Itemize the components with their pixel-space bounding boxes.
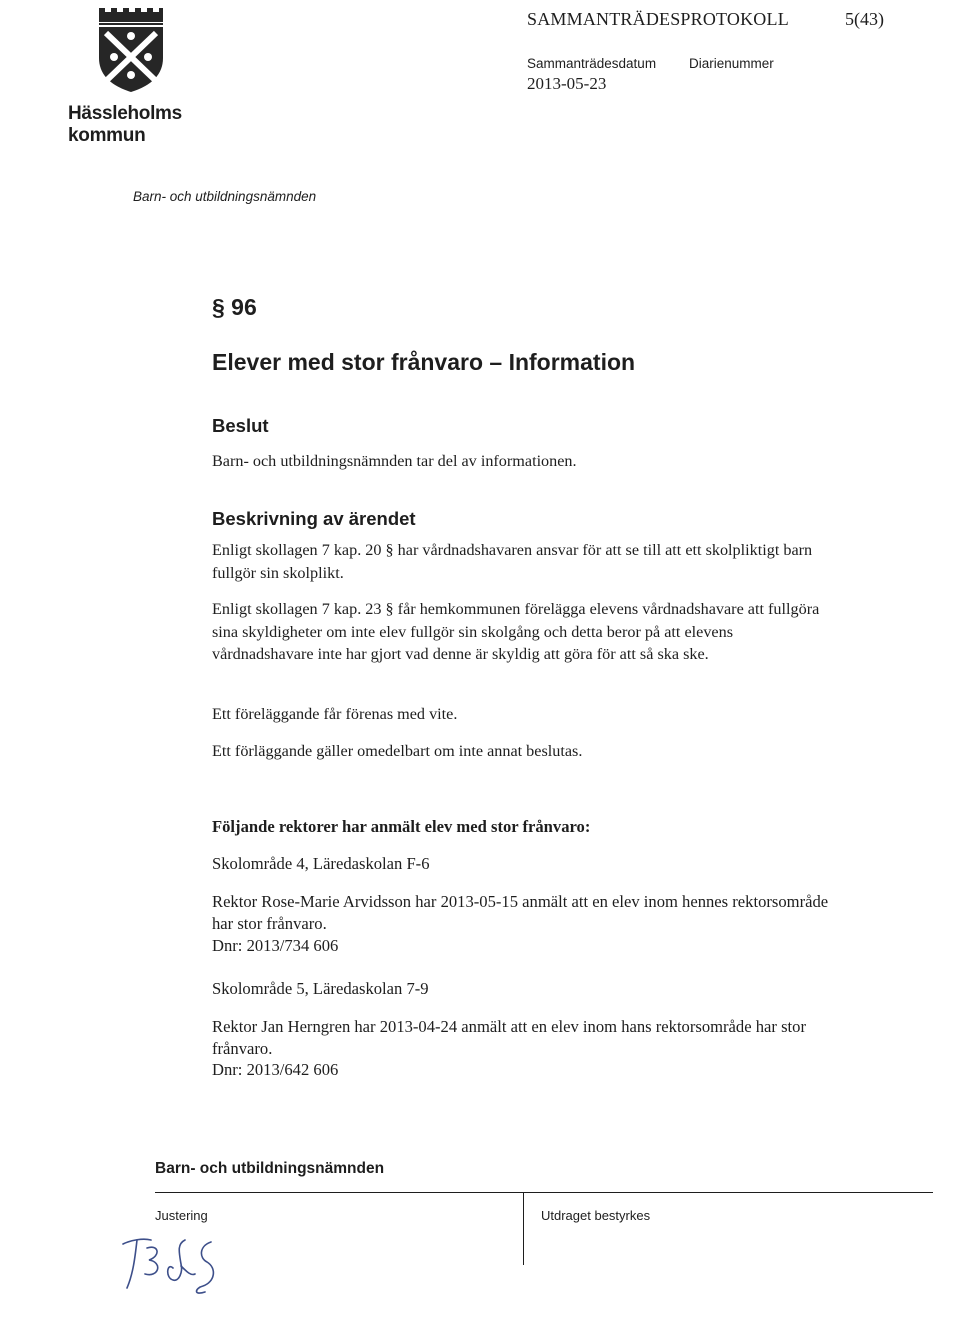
paragraph-number: § 96	[212, 294, 257, 320]
coat-of-arms-logo	[96, 6, 166, 94]
meeting-date-value: 2013-05-23	[527, 74, 607, 93]
report-text: Rektor Rose-Marie Arvidsson har 2013-05-15 anmält att en elev inom hennes rektorsområde har stor frånvaro.	[212, 892, 829, 933]
report-dnr: Dnr: 2013/734 606	[212, 936, 339, 955]
beskrivning-paragraph: Ett föreläggande får förenas med vite.	[212, 705, 458, 723]
footer-column-divider	[523, 1192, 524, 1265]
school-area: Skolområde 4, Läredaskolan F-6	[212, 854, 430, 873]
utdrag-label: Utdraget bestyrkes	[541, 1208, 651, 1223]
beskrivning-paragraph: Enligt skollagen 7 kap. 23 § får hemkommunen förelägga elevens vårdnadshavare att fullgöra sina skyldigheter om inte elev fullgör sin skolgång och detta beror på att elevens vårdnadshavare inte har gjort vad denne är skyldig att göra för att så ska ske.	[212, 600, 820, 663]
report-dnr: Dnr: 2013/642 606	[212, 1060, 339, 1079]
signature-initials	[115, 1228, 235, 1300]
footer-divider	[155, 1192, 933, 1193]
beskrivning-heading: Beskrivning av ärendet	[212, 508, 416, 529]
beskrivning-paragraph: Ett förläggande gäller omedelbart om inte annat beslutas.	[212, 742, 583, 760]
committee-name-header: Barn- och utbildningsnämnden	[133, 189, 317, 204]
justering-label: Justering	[155, 1208, 208, 1223]
meeting-date-label: Sammanträdesdatum	[527, 56, 657, 71]
item-title: Elever med stor frånvaro – Information	[212, 349, 636, 375]
beslut-heading: Beslut	[212, 415, 269, 436]
beskrivning-paragraph: Enligt skollagen 7 kap. 20 § har vårdnadshavaren ansvar för att se till att ett skolpliktigt barn fullgör sin skolplikt.	[212, 541, 813, 582]
beslut-text: Barn- och utbildningsnämnden tar del av informationen.	[212, 452, 577, 470]
org-name-line2: kommun	[68, 125, 146, 146]
org-name-line1: Hässleholms	[68, 103, 182, 124]
school-area: Skolområde 5, Läredaskolan 7-9	[212, 979, 429, 998]
reports-heading: Följande rektorer har anmält elev med stor frånvaro:	[212, 817, 591, 836]
page-number: 5(43)	[845, 9, 884, 29]
committee-name-footer: Barn- och utbildningsnämnden	[155, 1160, 385, 1177]
document-type: SAMMANTRÄDESPROTOKOLL	[527, 9, 789, 29]
registration-number-label: Diarienummer	[689, 56, 774, 71]
report-text: Rektor Jan Herngren har 2013-04-24 anmält att en elev inom hans rektorsområde har stor frånvaro.	[212, 1017, 806, 1058]
